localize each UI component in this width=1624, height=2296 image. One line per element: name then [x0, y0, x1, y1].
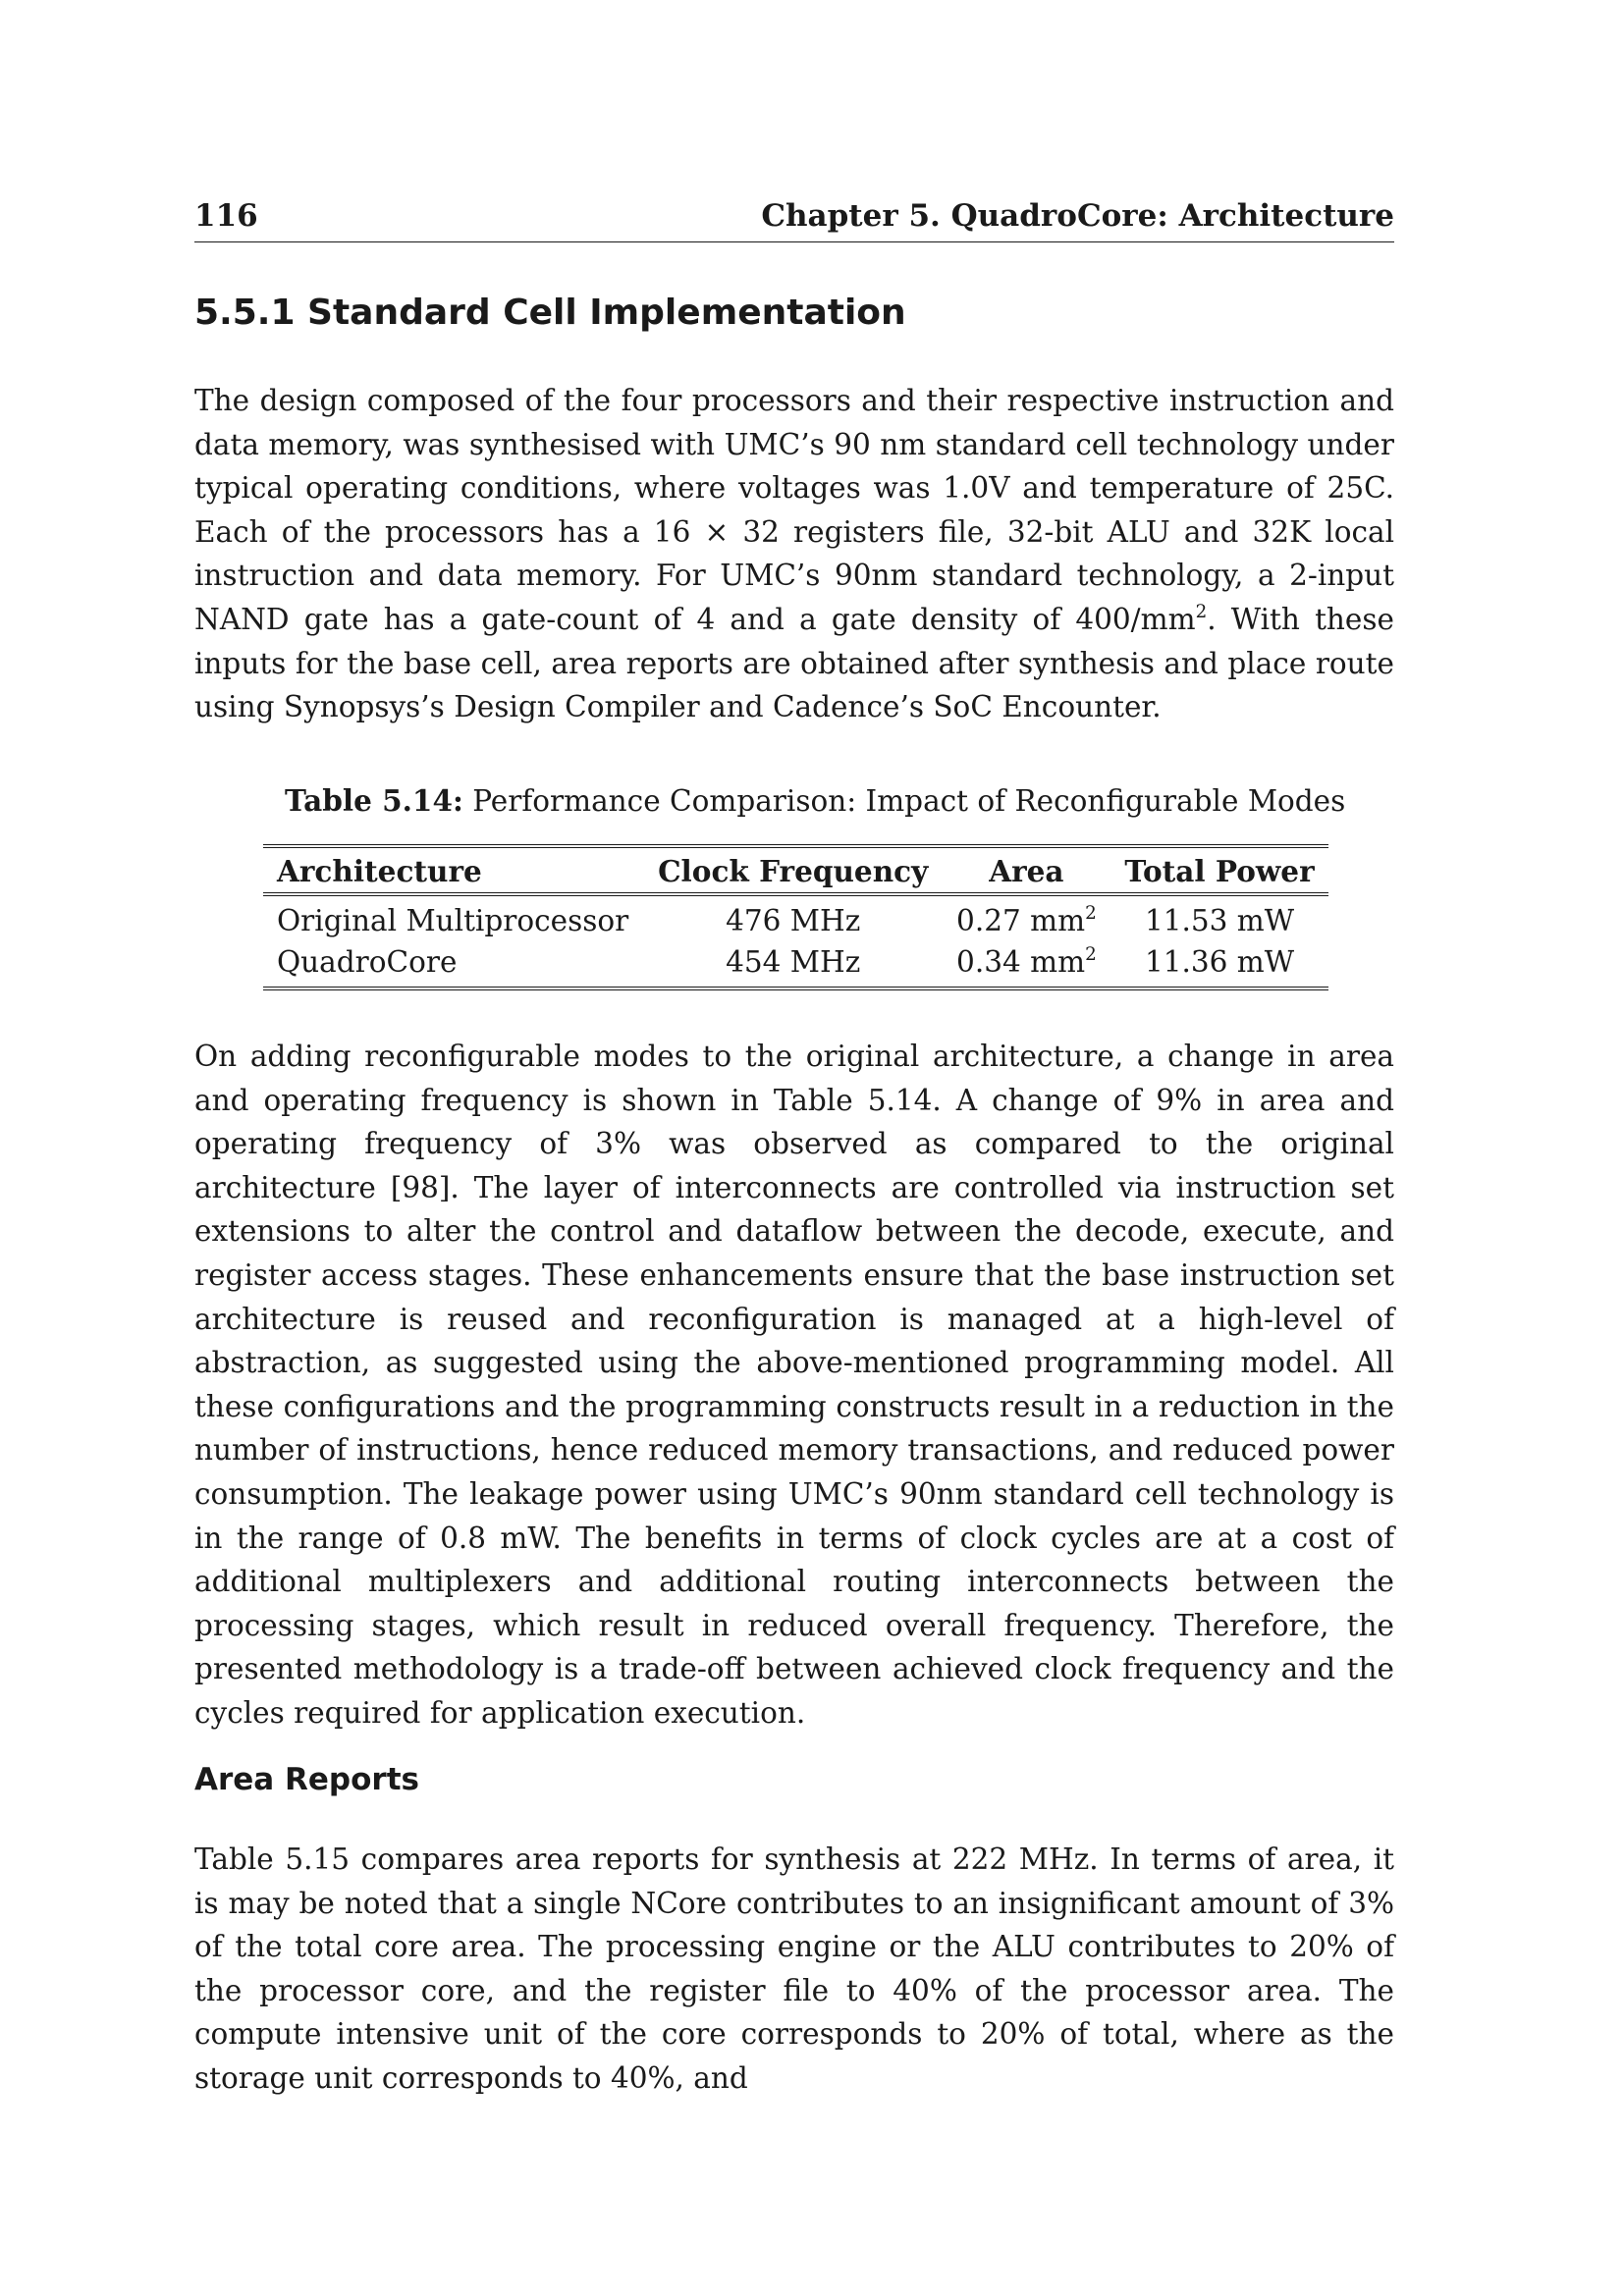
column-header-total-power: Total Power: [1110, 846, 1328, 894]
cell-architecture: Original Multiprocessor: [277, 904, 629, 937]
table-caption: [285, 783, 1346, 818]
table-caption-label: Table 5.14:: [285, 783, 463, 818]
cell-clock-frequency: 454 MHz: [726, 945, 861, 979]
performance-table: [263, 844, 1328, 990]
chapter-title: Chapter 5. QuadroCore: Architecture: [761, 198, 1394, 234]
cell-architecture: QuadroCore: [277, 945, 458, 979]
section-heading: 5.5.1 Standard Cell Implementation: [194, 293, 906, 333]
table-row: [263, 894, 1328, 941]
paragraph-area-reports: Table 5.15 compares area reports for synthesis at 222 MHz. In terms of area, it is may be noted that a single NCore contributes to an insignificant amount of 3% of the total core area. The processing engine or the ALU contributes to 20% of the processor core, and the register file to 40% of the processor area. The compute intensive unit of the core corresponds to 20% of total, where as the storage unit corresponds to 40%, and: [194, 1842, 1394, 2095]
cell-total-power: 11.53 mW: [1144, 904, 1295, 937]
paragraph-reconfigurable-modes: On adding reconfigurable modes to the original architecture, a change in area and operating frequency is shown in Table 5.14. A change of 9% in area and operating frequency of 3% was observed as compared to the original architecture [98]. The layer of interconnects are controlled via instruction set extensions to alter the control and dataflow between the decode, execute, and register access stages. These enhancements ensure that the base instruction set architecture is reused and reconfiguration is managed at a high-level of abstraction, as suggested using the above-mentioned programming model. All these configurations and the programming constructs result in a reduction in the number of instructions, hence reduced memory transactions, and reduced power consumption. The leakage power using UMC’s 90nm standard cell technology is in the range of 0.8 mW. The benefits in terms of clock cycles are at a cost of additional multiplexers and additional routing interconnects between the processing stages, which result in reduced overall frequency. Therefore, the presented methodology is a trade-off between achieved clock frequency and the cycles required for application execution.: [194, 1040, 1394, 1730]
table-header-row: [263, 846, 1328, 894]
superscript: 2: [1195, 602, 1208, 623]
page-number: 116: [194, 198, 258, 234]
cell-area: 0.34 $mm^2$: [956, 944, 1097, 979]
paragraph-text: . With these inputs for the base cell, area reports are obtained after synthesis and place route using Synopsys’s Design Compiler and Cadence’s SoC Encounter.: [194, 602, 1394, 724]
cell-total-power: 11.36 mW: [1144, 945, 1295, 979]
running-header: [194, 198, 1394, 242]
column-header-area: Area: [943, 846, 1110, 894]
cell-clock-frequency: 476 MHz: [726, 904, 861, 937]
cell-area: 0.27 $mm^2$: [956, 903, 1097, 937]
table-row: [263, 941, 1328, 988]
column-header-clock-frequency: Clock Frequency: [644, 846, 943, 894]
subsection-heading: Area Reports: [194, 1762, 419, 1797]
paragraph-standard-cell: [194, 379, 1394, 729]
table-caption-text: Performance Comparison: Impact of Reconfigurable Modes: [472, 784, 1346, 818]
paragraph-text: The design composed of the four processors and their respective instruction and data memory, was synthesised with UMC’s 90 nm standard cell technology under typical operating conditions, where voltages was 1.0V and temperature of 25C. Each of the processors has a 16 × 32 registers file, 32-bit ALU and 32K local instruction and data memory. For UMC’s 90nm standard technology, a 2-input NAND gate has a gate-count of 4 and a gate density of 400/mm: [194, 384, 1394, 636]
column-header-architecture: Architecture: [263, 846, 644, 894]
